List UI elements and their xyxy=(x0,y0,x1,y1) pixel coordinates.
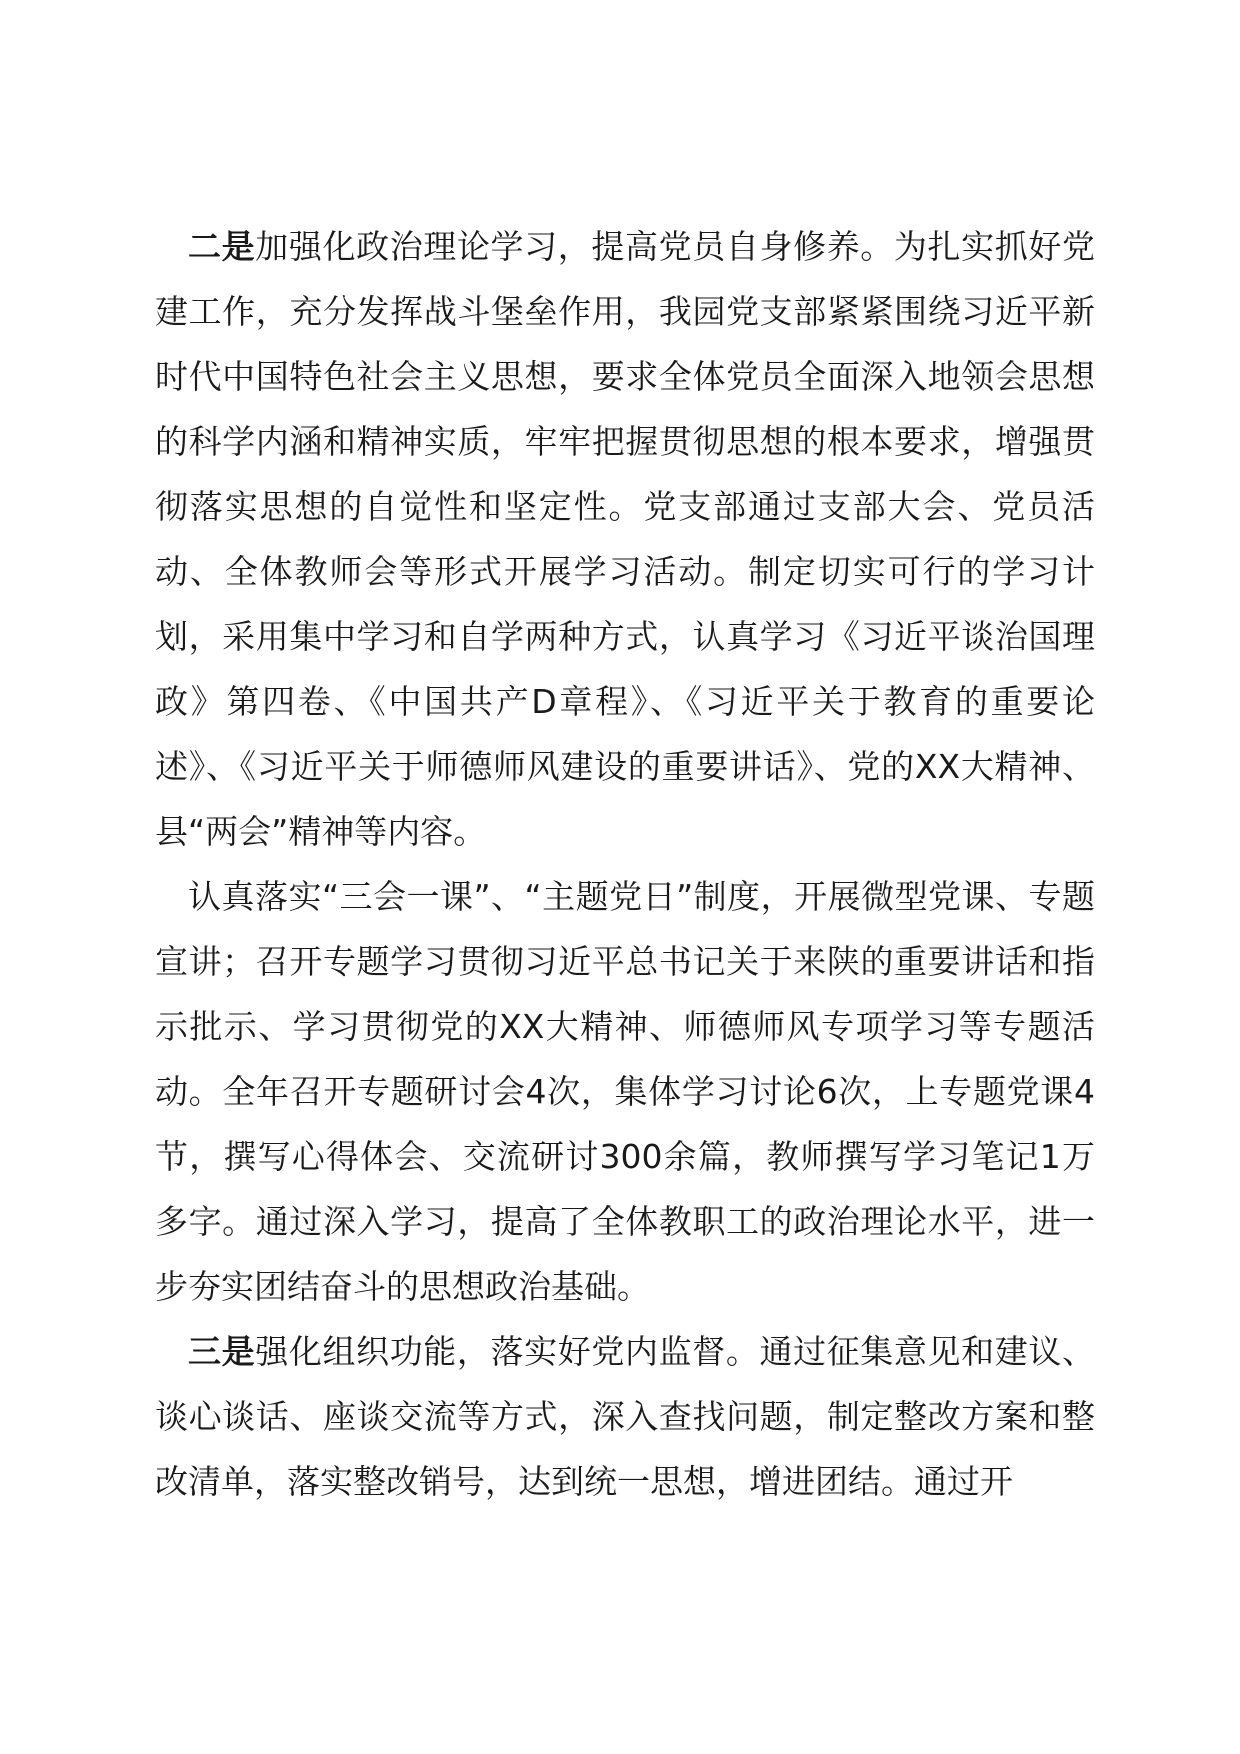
paragraph-study xyxy=(155,864,1095,1319)
paragraph-two xyxy=(155,214,1095,864)
paragraph-lead: 二是 xyxy=(188,227,256,266)
document-body xyxy=(155,214,1095,1514)
paragraph-text: 认真落实“三会一课”、“主题党日”制度，开展微型党课、专题宣讲；召开专题学习贯彻习近平总书记关于来陕的重要讲话和指示批示、学习贯彻党的XX大精神、师德师风专项学习等专题活动。全年召开专题研讨会4次，集体学习讨论6次，上专题党课4节，撰写心得体会、交流研讨300余篇，教师撰写学习笔记1万多字。通过深入学习，提高了全体教职工的政治理论水平，进一步夯实团结奋斗的思想政治基础。 xyxy=(155,877,1095,1306)
paragraph-three xyxy=(155,1319,1095,1514)
paragraph-lead: 三是 xyxy=(188,1332,256,1371)
paragraph-text: 加强化政治理论学习，提高党员自身修养。为扎实抓好党建工作，充分发挥战斗堡垒作用，我园党支部紧紧围绕习近平新时代中国特色社会主义思想，要求全体党员全面深入地领会思想的科学内涵和精神实质，牢牢把握贯彻思想的根本要求，增强贯彻落实思想的自觉性和坚定性。党支部通过支部大会、党员活动、全体教师会等形式开展学习活动。制定切实可行的学习计划，采用集中学习和自学两种方式，认真学习《习近平谈治国理政》第四卷、《中国共产D章程》、《习近平关于教育的重要论述》、《习近平关于师德师风建设的重要讲话》、党的XX大精神、县“两会”精神等内容。 xyxy=(155,227,1096,851)
paragraph-text: 强化组织功能，落实好党内监督。通过征集意见和建议、谈心谈话、座谈交流等方式，深入查找问题，制定整改方案和整改清单，落实整改销号，达到统一思想，增进团结。通过开 xyxy=(155,1332,1096,1501)
